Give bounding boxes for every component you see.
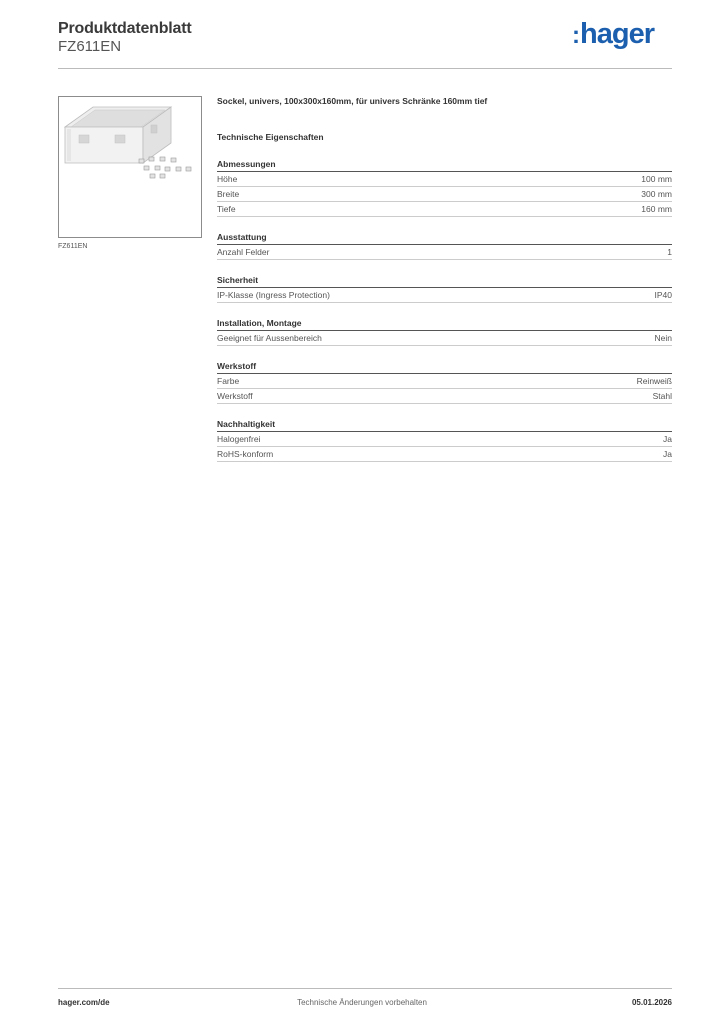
logo-text: hager: [580, 18, 654, 50]
spec-label: Farbe: [217, 376, 240, 386]
spec-label: Geeignet für Aussenbereich: [217, 333, 322, 343]
document-title: Produktdatenblatt: [58, 20, 192, 37]
spec-label: Breite: [217, 189, 240, 199]
spec-row-farbe: [217, 374, 672, 389]
spec-value: Nein: [654, 333, 672, 343]
spec-value: 100 mm: [641, 174, 672, 184]
spec-value: Reinweiß: [636, 376, 672, 386]
spec-value: 1: [667, 247, 672, 257]
spec-label: Anzahl Felder: [217, 247, 270, 257]
spec-value: 160 mm: [641, 204, 672, 214]
group-installation: [217, 318, 672, 346]
group-title: Nachhaltigkeit: [217, 419, 672, 432]
group-abmessungen: [217, 159, 672, 217]
group-title: Abmessungen: [217, 159, 672, 172]
spec-row-breite: [217, 187, 672, 202]
group-title: Installation, Montage: [217, 318, 672, 331]
spec-row-aussenbereich: [217, 331, 672, 346]
hager-logo: [572, 18, 654, 51]
spec-row-halogenfrei: [217, 432, 672, 447]
spec-label: RoHS-konform: [217, 449, 274, 459]
product-description: Sockel, univers, 100x300x160mm, für univers Schränke 160mm tief: [217, 96, 488, 106]
spec-value: Ja: [663, 449, 672, 459]
spec-value: Ja: [663, 434, 672, 444]
image-caption: FZ611EN: [58, 243, 88, 250]
page-header: [58, 20, 672, 68]
spec-row-anzahl-felder: [217, 245, 672, 260]
product-image: [58, 96, 202, 238]
footer-website: hager.com/de: [58, 998, 110, 1007]
group-werkstoff: [217, 361, 672, 404]
spec-row-hoehe: [217, 172, 672, 187]
footer-notice: Technische Änderungen vorbehalten: [297, 998, 427, 1007]
base-enclosure-illustration: [59, 97, 201, 237]
group-ausstattung: [217, 232, 672, 260]
spec-row-tiefe: [217, 202, 672, 217]
spec-value: Stahl: [652, 391, 672, 401]
footer-divider: [58, 988, 672, 989]
product-code: FZ611EN: [58, 38, 122, 55]
group-title: Ausstattung: [217, 232, 672, 245]
logo-colon: :: [572, 22, 580, 49]
spec-label: Höhe: [217, 174, 238, 184]
spec-row-rohs: [217, 447, 672, 462]
section-heading: Technische Eigenschaften: [217, 132, 324, 142]
spec-value: IP40: [654, 290, 672, 300]
spec-label: Tiefe: [217, 204, 236, 214]
header-divider: [58, 68, 672, 69]
group-title: Werkstoff: [217, 361, 672, 374]
spec-label: Werkstoff: [217, 391, 253, 401]
group-title: Sicherheit: [217, 275, 672, 288]
spec-value: 300 mm: [641, 189, 672, 199]
group-sicherheit: [217, 275, 672, 303]
spec-row-ip-klasse: [217, 288, 672, 303]
product-details: [217, 96, 672, 462]
spec-label: Halogenfrei: [217, 434, 261, 444]
spec-label: IP-Klasse (Ingress Protection): [217, 290, 330, 300]
spec-row-werkstoff: [217, 389, 672, 404]
group-nachhaltigkeit: [217, 419, 672, 462]
footer-date: 05.01.2026: [631, 998, 672, 1007]
